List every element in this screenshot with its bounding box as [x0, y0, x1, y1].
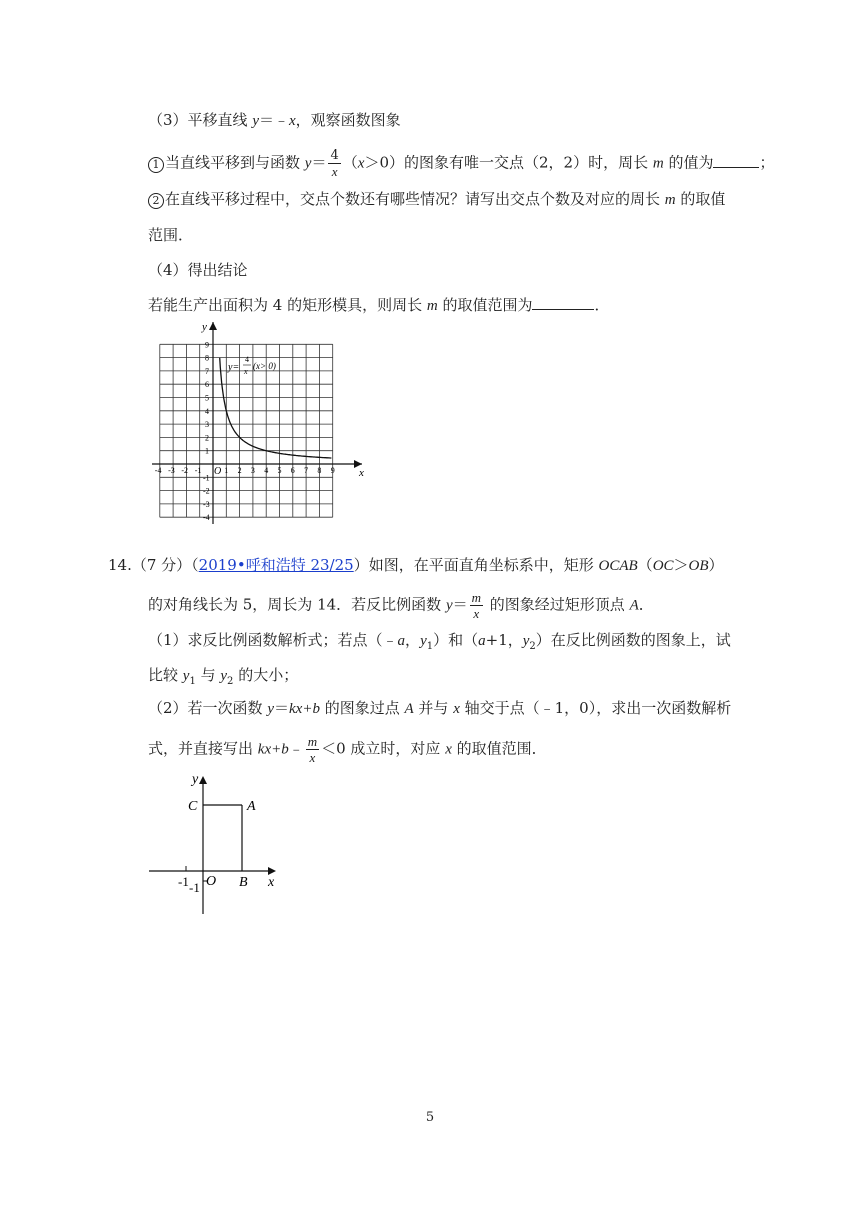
- x-axis-arrow: [268, 867, 276, 875]
- y-tick-label: 4: [205, 406, 209, 416]
- x-tick-label: -1: [194, 466, 202, 475]
- y-tick-label: 9: [205, 340, 209, 350]
- circled-number-2: 2: [148, 193, 164, 209]
- item2-line1: 2 在直线平移过程中，交点个数还有哪些情况？请写出交点个数及对应的周长 m 的取值: [148, 189, 725, 210]
- item1-line: 1 当直线平移到与函数 y＝ $\frac{4}{x}$ （x＞0）的图象有唯一交点（2，2）时，周长 m 的值为 ；: [148, 148, 774, 179]
- graph-rectangle-ocab: [146, 768, 286, 918]
- q14-part2-line1: （2）若一次函数 y＝kx+b 的图象过点 A 并与 x 轴交于点（﹣1，0），求出一次函数解析: [148, 699, 732, 717]
- page-number: 5: [425, 1110, 435, 1125]
- curve-label: y=: [228, 362, 240, 373]
- answer-blank-2: [532, 295, 594, 310]
- x-tick-label: 6: [290, 466, 295, 475]
- graph-reciprocal-function: [150, 318, 374, 526]
- y-tick-label: -2: [203, 486, 210, 496]
- x-tick-label: -3: [168, 466, 175, 475]
- x-tick-label: 8: [317, 466, 322, 475]
- x-tick-label: 7: [304, 466, 309, 475]
- curve-label-cond: (x> 0): [253, 361, 276, 371]
- y-tick-label: 7: [205, 366, 209, 376]
- x-tick-label: 4: [264, 466, 269, 475]
- fraction-m-over-x: $\frac{m}{x}$: [471, 590, 482, 621]
- x-tick-label-neg1: -1: [178, 874, 189, 889]
- y-axis-label: y: [192, 772, 199, 787]
- x-tick-label: 3: [250, 466, 255, 475]
- q14-part1-line2: 比较 $y_1$ 与 $y_2$ 的大小；: [148, 666, 299, 687]
- q14-line2: 的对角线长为 5，周长为 14．若反比例函数 y＝ $\frac{m}{x}$ 的图象经过矩形顶点 A．: [148, 590, 654, 621]
- y-tick-label: 6: [205, 380, 209, 390]
- origin-label: O: [206, 874, 217, 889]
- y-axis-arrow: [209, 322, 217, 330]
- y-tick-label: -3: [203, 499, 210, 509]
- y-tick-label: 3: [205, 420, 209, 430]
- circled-number-1: 1: [148, 157, 164, 173]
- q14-part1-line1: （1）求反比例函数解析式；若点（﹣a，$y_1$）和（a+1，$y_2$）在反比例函数的图象上，试: [148, 631, 731, 652]
- x-tick-label: 2: [237, 466, 242, 475]
- curve-label-num: 4: [245, 355, 249, 364]
- x-axis-label: x: [268, 875, 275, 890]
- curve-label-den: x: [244, 367, 248, 376]
- part3-heading: （3）平移直线 y＝﹣x，观察函数图象: [148, 111, 401, 129]
- y-axis-label: y: [202, 321, 207, 333]
- x-tick-label: 1: [224, 466, 229, 475]
- point-a-label: A: [247, 799, 256, 814]
- part4-heading: （4）得出结论: [148, 261, 248, 279]
- x-tick-label: 5: [277, 466, 282, 475]
- part4-text: 若能生产出面积为 4 的矩形模具，则周长 m 的取值范围为 ．: [148, 296, 610, 314]
- answer-blank-1: [713, 153, 759, 168]
- y-tick-label: 5: [205, 393, 209, 403]
- q14-part2-line2: 式，并直接写出 kx+b﹣ $\frac{m}{x}$ ＜0 成立时，对应 x 的取值范围．: [148, 734, 547, 765]
- fraction-m-over-x-2: $\frac{m}{x}$: [307, 734, 318, 765]
- y-tick-label: 2: [205, 433, 209, 443]
- y-tick-label: 8: [205, 353, 209, 363]
- q14-line1: 14.（7 分）（2019•呼和浩特 23/25）如图，在平面直角坐标系中，矩形 OCAB（OC＞OB）: [108, 556, 724, 574]
- y-tick-label: 1: [205, 446, 209, 456]
- x-tick-label: 9: [330, 466, 335, 475]
- y-tick-label: -4: [203, 513, 210, 523]
- point-c-label: C: [188, 799, 198, 814]
- point-b-label: B: [239, 875, 248, 890]
- item2-line2: 范围．: [148, 226, 194, 244]
- y-axis-arrow: [199, 776, 207, 784]
- fraction-4-over-x: $\frac{4}{x}$: [330, 148, 339, 179]
- x-axis-label: x: [359, 467, 364, 479]
- y-tick-label: -1: [203, 473, 210, 483]
- origin-label: O: [214, 466, 222, 477]
- y-tick-label-neg1: -1: [189, 880, 200, 895]
- source-link[interactable]: 2019•呼和浩特 23/25: [198, 556, 354, 574]
- x-tick-label: -4: [154, 466, 162, 475]
- x-tick-label: -2: [181, 466, 189, 475]
